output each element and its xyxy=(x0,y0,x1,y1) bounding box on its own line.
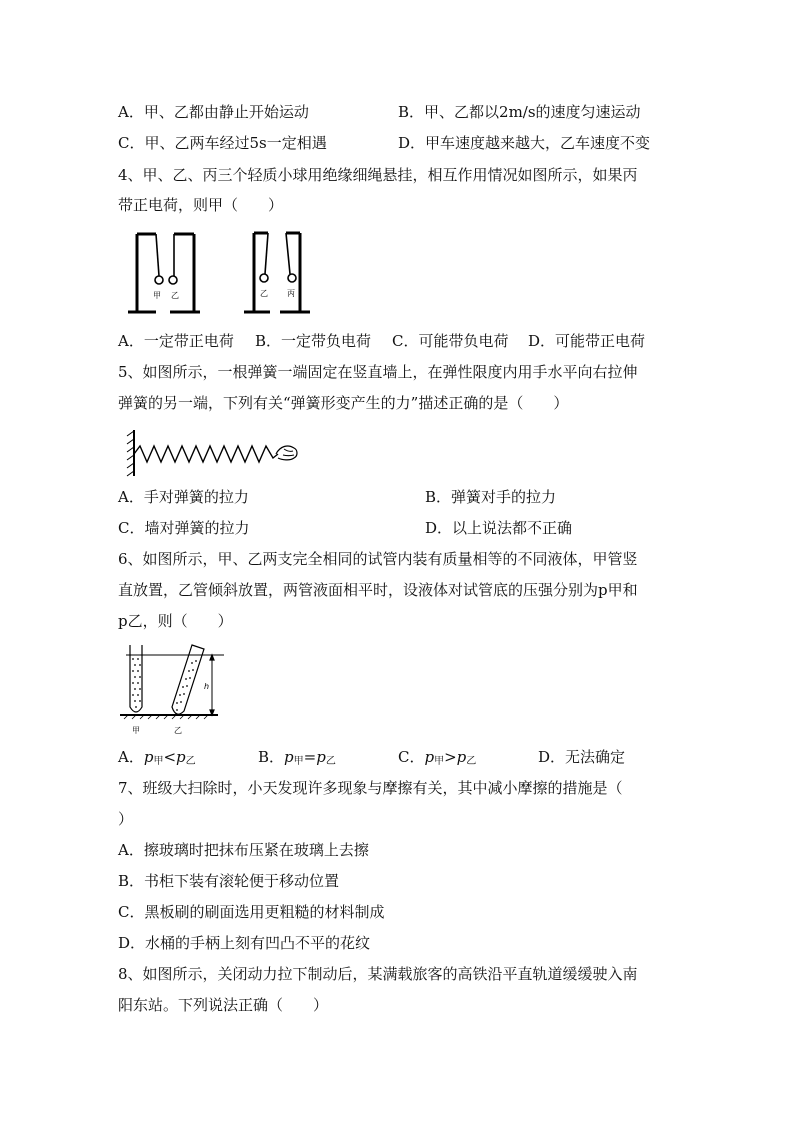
q7-option-c[interactable]: C．黑板刷的刷面选用更粗糙的材料制成 xyxy=(118,903,385,921)
q4-option-c[interactable]: C．可能带负电荷 xyxy=(392,332,509,350)
q5-option-d[interactable]: D．以上说法都不正确 xyxy=(425,519,573,537)
q4-option-b[interactable]: B．一定带负电荷 xyxy=(255,332,372,350)
q3-option-d[interactable]: D．甲车速度越来越大，乙车速度不变 xyxy=(398,134,651,152)
q7-option-d[interactable]: D．水桶的手柄上刻有凹凸不平的花纹 xyxy=(118,934,371,952)
q7-option-b[interactable]: B．书柜下装有滚轮便于移动位置 xyxy=(118,872,340,890)
q3-option-a[interactable]: A．甲、乙都由静止开始运动 xyxy=(118,103,309,121)
q3-option-c[interactable]: C．甲、乙两车经过5s一定相遇 xyxy=(118,134,327,152)
q7-stem-line2: ） xyxy=(118,810,134,828)
q6-option-b-sub1: 甲 xyxy=(293,756,304,767)
q6-option-c[interactable] xyxy=(398,747,476,772)
q4-label-bing: 丙 xyxy=(287,289,295,298)
q5-spring-figure xyxy=(126,428,306,478)
q6-stem-line3: p乙，则（ ） xyxy=(118,612,233,630)
q4-option-a[interactable]: A．一定带正电荷 xyxy=(118,332,234,350)
q6-option-b-p1: p xyxy=(284,748,294,766)
q5-stem-line2: 弹簧的另一端，下列有关“弹簧形变产生的力”描述正确的是（ ） xyxy=(118,394,569,412)
q8-stem-line2: 阳东站。下列说法正确（ ） xyxy=(118,996,329,1014)
q4-stem-line2: 带正电荷，则甲（ ） xyxy=(118,196,284,214)
q6-option-a-sub1: 甲 xyxy=(153,756,164,767)
q8-stem-line1: 8、如图所示，关闭动力拉下制动后，某满载旅客的高铁沿平直轨道缓缓驶入南 xyxy=(118,965,638,983)
q4-option-d[interactable]: D．可能带正电荷 xyxy=(528,332,646,350)
q6-option-d[interactable]: D．无法确定 xyxy=(538,748,626,766)
q4-label-jia: 甲 xyxy=(153,291,161,300)
q4-label-yi: 乙 xyxy=(171,291,179,300)
q6-option-c-sub2: 乙 xyxy=(466,756,477,767)
q6-option-b-relation: = xyxy=(303,748,317,766)
q4-stem-line1: 4、甲、乙、丙三个轻质小球用绝缘细绳悬挂，相互作用情况如图所示，如果丙 xyxy=(118,166,638,184)
q6-option-b-p2: p xyxy=(316,748,326,766)
q6-label-h: h xyxy=(204,682,210,691)
q6-option-a[interactable] xyxy=(118,747,196,772)
q6-stem-line2: 直放置，乙管倾斜放置，两管液面相平时，设液体对试管底的压强分别为p甲和 xyxy=(118,581,638,599)
q7-stem-line1: 7、班级大扫除时，小天发现许多现象与摩擦有关，其中减小摩擦的措施是（ xyxy=(118,779,623,797)
q5-option-a[interactable]: A．手对弹簧的拉力 xyxy=(118,488,249,506)
q6-option-a-relation: < xyxy=(163,748,177,766)
q6-option-a-prefix: A． xyxy=(118,748,144,766)
q3-option-b[interactable]: B．甲、乙都以2m/s的速度匀速运动 xyxy=(398,103,641,121)
q6-option-c-p2: p xyxy=(456,748,467,766)
q6-stem-line1: 6、如图所示，甲、乙两支完全相同的试管内装有质量相等的不同液体，甲管竖 xyxy=(118,550,638,568)
q4-figure xyxy=(128,228,328,320)
q6-option-b-prefix: B． xyxy=(258,748,285,766)
q6-option-a-p1: p xyxy=(143,748,154,766)
q6-option-a-p2: p xyxy=(176,748,186,766)
q6-option-a-sub2: 乙 xyxy=(185,756,196,767)
q5-option-b[interactable]: B．弹簧对手的拉力 xyxy=(425,488,557,506)
q7-option-a[interactable]: A．擦玻璃时把抹布压紧在玻璃上去擦 xyxy=(118,841,369,859)
q5-stem-line1: 5、如图所示，一根弹簧一端固定在竖直墙上，在弹性限度内用手水平向右拉伸 xyxy=(118,363,638,381)
q6-option-c-relation: > xyxy=(444,748,457,766)
q6-test-tube-figure xyxy=(120,643,230,739)
q6-label-jia: 甲 xyxy=(132,726,140,735)
q6-option-c-sub1: 甲 xyxy=(434,756,445,767)
q6-option-b[interactable] xyxy=(258,747,336,772)
q6-option-c-prefix: C． xyxy=(398,748,425,766)
q6-option-b-sub2: 乙 xyxy=(325,756,336,767)
q6-option-c-p1: p xyxy=(424,748,435,766)
q6-label-yi: 乙 xyxy=(174,726,182,735)
q5-option-c[interactable]: C．墙对弹簧的拉力 xyxy=(118,519,250,537)
q4-label-yi-2: 乙 xyxy=(260,289,268,298)
